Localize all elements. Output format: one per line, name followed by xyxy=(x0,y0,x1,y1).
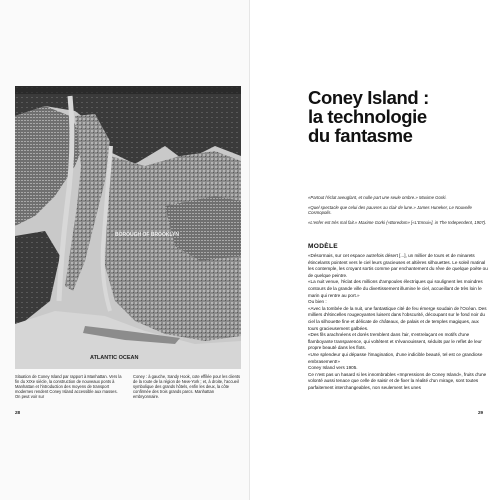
body-paragraph: Ce n'est pas un hasard si les innombrables «Impressions de Coney Island», fruits d'une volonté aussi tenace que celle de saisir et de fixer la réalité d'un mirage, sont toutes parfaitement interchangeables, non seulement les unes xyxy=(308,371,487,390)
chapter-title-line: Coney Island : xyxy=(308,87,429,108)
chapter-title-line: du fantasme xyxy=(308,125,413,146)
body-paragraph: Coney Island vers 1905. xyxy=(308,365,358,371)
body-paragraph: «La nuit venue, l'éclat des millions d'ampoules électriques qui soulignent les moindres contours de la grande ville du divertissement illumine le ciel, accueillant de très loin le marin qui rentre au port.» xyxy=(308,279,483,298)
body-text xyxy=(308,253,488,391)
epigraph: «Partout l'éclat aveuglant, et nulle part une seule ombre.» Maxime Gorki. xyxy=(308,195,447,200)
chapter-title-line: la technologie xyxy=(308,106,427,127)
epigraph: «L'enfer est très mal fait.» Maxime Gorki («Boredom» [«L'Ennui»], in The Independent, 1907). xyxy=(308,219,487,225)
map-label-brooklyn: BOROUGH OF BROOKLYN xyxy=(115,232,179,238)
body-paragraph: «Des fils arachnéens et dorés tremblent dans l'air, s'entrelaçant en motifs d'une flamboyante transparence, qui voltètent et s'évanouissent, séduits par le reflet de leur propre beauté dans les flots. xyxy=(308,332,482,351)
page-number-right: 29 xyxy=(478,410,484,415)
body-paragraph: «Avec la tombée de la nuit, une fantastique cité de feu émerge soudain de l'Océan. Des milliers d'étincelles rougeoyantes luisent dans l'obscurité, découpant sur le fond noir du ciel la silhouette fine et délicate de châteaux, de palais et de temples magiques, aux tours gracieusement galbées. xyxy=(308,305,487,331)
figure-caption-left: Situation de Coney Island par rapport à Manhattan. Vers la fin du XIXe siècle, la construction de nouveaux ponts à Manhattan et l'introduction des moyens de transport modernes rendent Coney Island accessible aux masses. On peut voir sur xyxy=(15,374,122,400)
map-label-ocean: ATLANTIC OCEAN xyxy=(90,355,139,361)
epigraphs xyxy=(308,195,488,229)
right-page xyxy=(250,0,500,500)
body-paragraph: «Une splendeur qui dépasse l'imagination, d'une indicible beauté, tel est ce grandiose embrasement!» xyxy=(308,351,483,364)
chapter-title xyxy=(308,88,488,145)
epigraph: «Quel spectacle que celui des pauvres au clair de lune.» James Huneker, Le Nouvelle Cosmopolis. xyxy=(308,204,472,216)
page-number-left: 28 xyxy=(15,410,21,415)
section-heading: MODÈLE xyxy=(308,243,339,250)
figure-caption-right: Coney : à gauche, Sandy Hook, cote effilée pour les clients de la route de la région de New-York ; et, à droite, l'accueil symbolique des grands hôtels, enfin les deux, la côte confirmée des trois grands parcs. Manhattan embryonnaire. xyxy=(133,374,241,400)
aerial-map-photo xyxy=(15,86,241,369)
body-paragraph: Ou bien : xyxy=(308,299,327,305)
body-paragraph: «Désormais, sur cet espace autrefois désert [...], un millier de tours et de minarets étincelants pointent vers le ciel leurs gracieuses et altières silhouettes. Le soleil matinal les contemple, les croyant sortis comme par enchantement du rêve de quelque poète ou de quelque peintre. xyxy=(308,253,488,278)
